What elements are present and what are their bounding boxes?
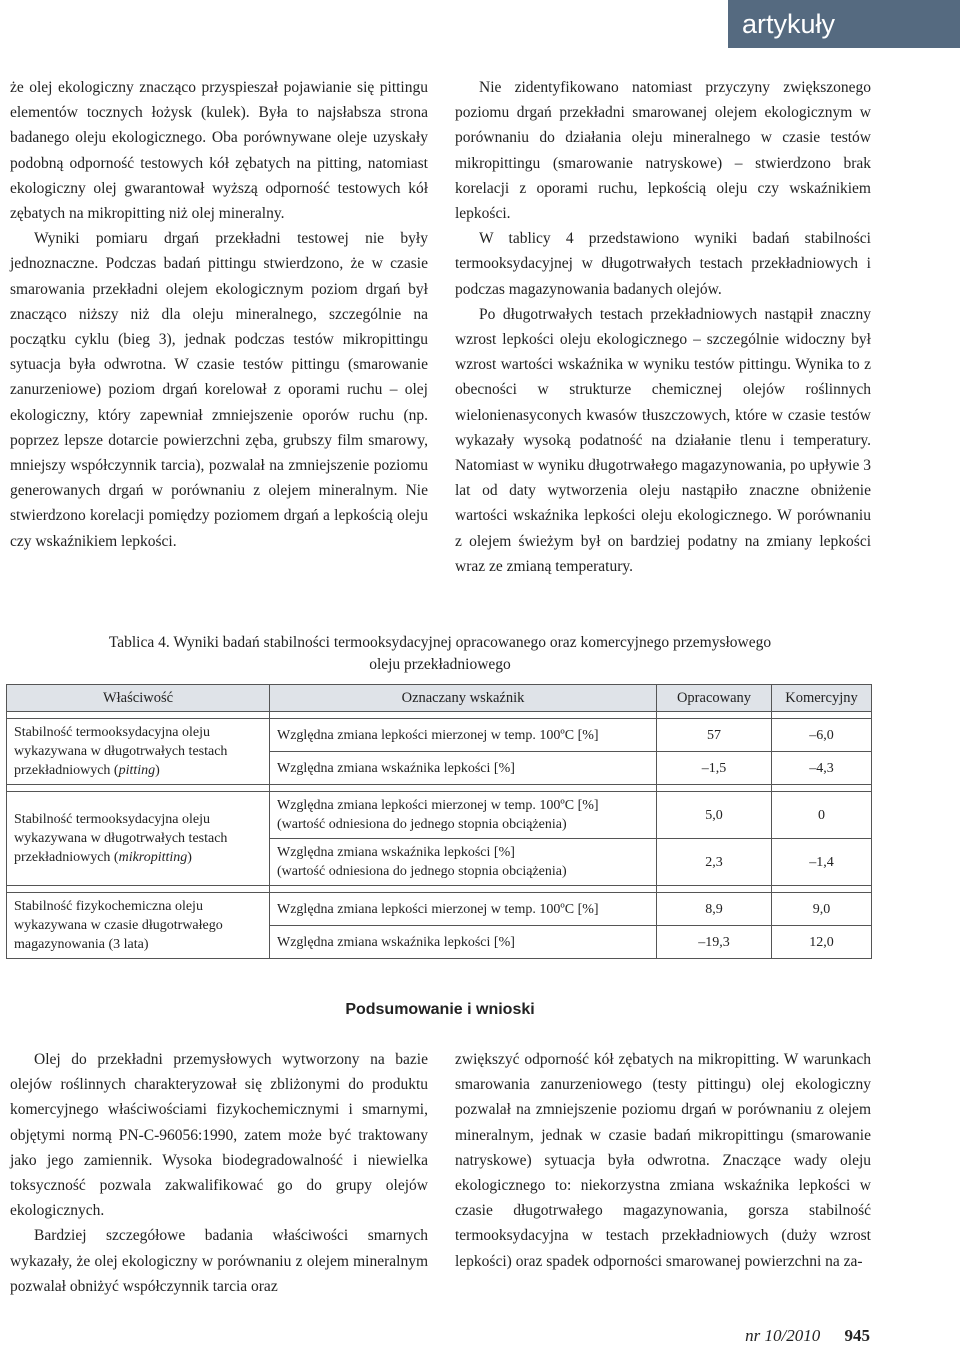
commercial-value: –4,3 [772, 752, 872, 785]
property-cell: Stabilność termooksydacyjna oleju wykazywana w długotrwałych testach przekładniowych (pitting) [7, 719, 270, 785]
property-cell: Stabilność termooksydacyjna oleju wykazywana w długotrwałych testach przekładniowych (mikropitting) [7, 792, 270, 886]
indicator-cell: Względna zmiana lepkości mierzonej w temp. 100ºC [%] (wartość odniesiona do jednego stopnia obciążenia) [270, 792, 657, 839]
section-heading: Podsumowanie i wnioski [345, 1001, 535, 1018]
property-cell: Stabilność fizykochemiczna oleju wykazywana w czasie długotrwałego magazynowania (3 lata) [7, 893, 270, 959]
developed-value: 5,0 [657, 792, 772, 839]
column-header-commercial: Komercyjny [772, 685, 872, 712]
indicator-cell: Względna zmiana lepkości mierzonej w temp. 100ºC [%] [270, 719, 657, 752]
page-number: 945 [844, 1326, 870, 1345]
commercial-value: 9,0 [772, 893, 872, 926]
results-table [6, 684, 872, 959]
column-header-indicator: Oznaczany wskaźnik [270, 685, 657, 712]
commercial-value: 0 [772, 792, 872, 839]
developed-value: –19,3 [657, 926, 772, 959]
commercial-value: 12,0 [772, 926, 872, 959]
commercial-value: –6,0 [772, 719, 872, 752]
indicator-cell: Względna zmiana wskaźnika lepkości [%] [270, 752, 657, 785]
table-caption-line: oleju przekładniowego [369, 656, 511, 673]
summary-column-left [10, 1047, 428, 1299]
page-footer [745, 1326, 870, 1346]
column-header-developed: Opracowany [657, 685, 772, 712]
indicator-cell: Względna zmiana wskaźnika lepkości [%] [270, 926, 657, 959]
summary-column-right [455, 1047, 871, 1274]
article-column-left-top [10, 75, 428, 554]
table-caption-line: Tablica 4. Wyniki badań stabilności termooksydacyjnej opracowanego oraz komercyjnego przemysłowego [108, 634, 772, 651]
developed-value: 57 [657, 719, 772, 752]
column-header-property: Właściwość [7, 685, 270, 712]
paragraph: Nie zidentyfikowano natomiast przyczyny zwiększonego poziomu drgań przekładni smarowanej olejem ekologicznym w porównaniu do działania oleju mineralnego w czasie testów mikropittingu (smarowanie natryskowe) – stwierdzono brak korelacji z oporami ruchu, lepkością oleju czy wskaźnikiem lepkości. [455, 79, 871, 223]
developed-value: 2,3 [657, 839, 772, 886]
paragraph: W tablicy 4 przedstawiono wyniki badań stabilności termooksydacyjnej w długotrwałych testach przekładniowych i podczas magazynowania badanych olejów. [455, 230, 871, 298]
table-row [7, 719, 872, 752]
table-header-row [7, 685, 872, 712]
table-row [7, 893, 872, 926]
commercial-value: –1,4 [772, 839, 872, 886]
article-column-right-top [455, 75, 871, 579]
table-caption [40, 632, 840, 676]
section-tab: artykuły [728, 0, 960, 48]
paragraph: Wyniki pomiaru drgań przekładni testowej nie były jednoznaczne. Podczas badań pittingu stwierdzono, że w czasie smarowania przekładni olejem ekologicznym poziom drgań był znacząco niższy niż dla oleju mineralnego, szczególnie na początku cyklu (bieg 3), jednak podczas testów mikropittingu sytuacja była odwrotna. W czasie testów pittingu (smarowanie zanurzeniowe) poziom drgań korelował z oporami ruchu – olej ekologiczny, który zapewniał zmniejszenie oporów ruchu (np. poprzez lepsze dotarcie powierzchni zęba, grubszy film smarowy, mniejszy współczynnik tarcia), pozwalał na zmniejszenie poziomu generowanych drgań w porównaniu z olejem mineralnym. Nie stwierdzono korelacji pomiędzy poziomem drgań a lepkością oleju czy wskaźnikiem lepkości. [10, 230, 428, 550]
paragraph: zwiększyć odporność kół zębatych na mikropitting. W warunkach smarowania zanurzeniowego (testy pittingu) olej ekologiczny pozwalał na zmniejszenie poziomu drgań w porównaniu z olejem mineralnym, jednak w czasie badań mikropittingu (smarowanie natryskowe) sytuacja była odwrotna. Znaczące wady oleju ekologicznego to: niekorzystna zmiana wskaźnika lepkości w czasie długotrwałego magazynowania, gorsza stabilność termooksydacyjna w testach przekładniowych (duży wzrost lepkości) oraz spadek odporności smarowanej powierzchni na za- [455, 1051, 871, 1270]
indicator-cell: Względna zmiana wskaźnika lepkości [%] (wartość odniesiona do jednego stopnia obciążenia) [270, 839, 657, 886]
paragraph: że olej ekologiczny znacząco przyspieszał pojawianie się pittingu elementów tocznych łożysk (kulek). Była to najsłabsza strona badanego oleju ekologicznego. Oba porównywane oleje uzyskały podobną odporność testowych kół zębatych na pitting, natomiast ekologiczny olej gwarantował wyższą odporność testowych kół zębatych na mikropitting niż olej mineralny. [10, 79, 428, 223]
paragraph: Bardziej szczegółowe badania właściwości smarnych wykazały, że olej ekologiczny w porównaniu z olejem mineralnym pozwalał obniżyć współczynnik tarcia oraz [10, 1227, 428, 1295]
paragraph: Po długotrwałych testach przekładniowych nastąpił znaczny wzrost lepkości oleju ekologicznego – szczególnie widoczny był wzrost wartości wskaźnika w wyniku testów pittingu. Wynika to z obecności w strukturze chemicznej olejów roślinnych wielonienasyconych kwasów tłuszczowych, które w czasie testów wykazały wysoką podatność na działanie tlenu i temperatury. Natomiast w wyniku długotrwałego magazynowania, po upływie 3 lat od daty wytworzenia oleju nastąpiło znaczne obniżenie wartości wskaźnika lepkości oleju ekologicznego. W porównaniu z olejem świeżym był on bardziej podatny na zmiany lepkości wraz ze zmianą temperatury. [455, 305, 871, 575]
issue-number: nr 10/2010 [745, 1326, 821, 1345]
paragraph: Olej do przekładni przemysłowych wytworzony na bazie olejów roślinnych charakteryzował się zbliżonymi do produktu komercyjnego właściwościami fizykochemicznymi i smarnymi, objętymi normą PN-C-96056:1990, zatem może być traktowany jako jego zamiennik. Wysoka biodegradowalność i niewielka toksyczność pozwala zakwalifikować go do grupy olejów ekologicznych. [10, 1051, 428, 1220]
developed-value: 8,9 [657, 893, 772, 926]
table-row [7, 792, 872, 839]
indicator-cell: Względna zmiana lepkości mierzonej w temp. 100ºC [%] [270, 893, 657, 926]
developed-value: –1,5 [657, 752, 772, 785]
